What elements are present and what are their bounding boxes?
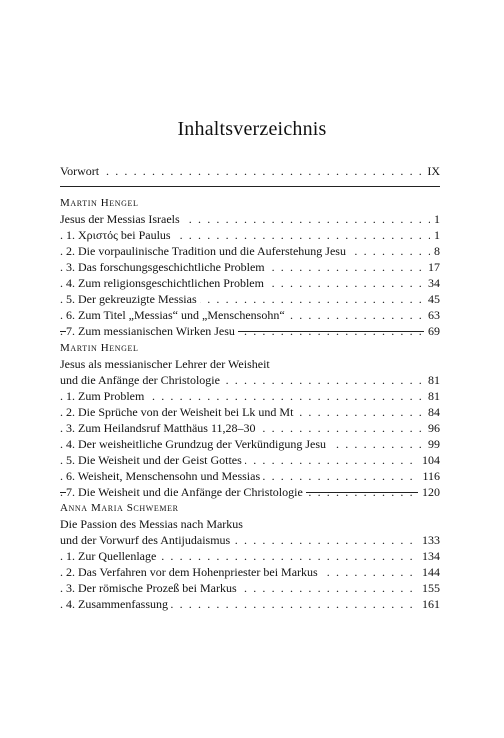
toc-section — [60, 195, 440, 339]
entry-page: 45 — [424, 291, 440, 307]
entry-page: 81 — [424, 372, 440, 388]
toc-entry — [60, 548, 440, 564]
entry-label: und die Anfänge der Christologie — [60, 373, 223, 387]
toc-entry — [60, 372, 440, 388]
toc-entry — [60, 452, 440, 468]
entry-label: 1. Zur Quellenlage — [66, 549, 159, 563]
entry-page: 99 — [424, 436, 440, 452]
entry-page: 144 — [418, 564, 440, 580]
entry-page: IX — [423, 163, 440, 179]
entry-page: 116 — [418, 468, 440, 484]
toc-entry — [60, 307, 440, 323]
entry-label: 7. Zum messianischen Wirken Jesu — [66, 324, 238, 338]
entry-page: 69 — [424, 323, 440, 339]
entry-page: 1 — [430, 211, 440, 227]
entry-label: 1. Χριστός bei Paulus — [66, 228, 174, 242]
author-name: Martin Hengel — [60, 197, 139, 209]
entry-label: 2. Die Sprüche von der Weisheit bei Lk und Mt — [66, 405, 296, 419]
toc-entry — [60, 532, 440, 548]
entry-label: 7. Die Weisheit und die Anfänge der Christologie — [66, 485, 306, 499]
author-name: Martin Hengel — [60, 342, 139, 354]
entry-page: 63 — [424, 307, 440, 323]
entry-label: Jesus der Messias Israels — [60, 212, 183, 226]
divider — [60, 186, 440, 187]
toc-entry — [60, 468, 440, 484]
entry-label: 6. Zum Titel „Messias“ und „Menschensohn“ — [66, 308, 288, 322]
entry-label: 3. Der römische Prozeß bei Markus — [66, 581, 240, 595]
entry-label: 4. Zum religionsgeschichtlichen Problem — [66, 276, 267, 290]
entry-label: Vorwort — [60, 164, 102, 178]
entry-label: 2. Das Verfahren vor dem Hohenpriester bei Markus — [66, 565, 321, 579]
toc-entry — [60, 404, 440, 420]
entry-page: 134 — [418, 548, 440, 564]
toc-entry — [60, 388, 440, 404]
toc-entry — [60, 564, 440, 580]
toc-entry — [60, 163, 440, 179]
entry-label: 6. Weisheit, Menschensohn und Messias — [66, 469, 263, 483]
toc-entry — [60, 211, 440, 227]
entry-label: 3. Zum Heilandsruf Matthäus 11,28–30 — [66, 421, 259, 435]
entry-page: 1 — [430, 227, 440, 243]
entry-label: 4. Der weisheitliche Grundzug der Verkündigung Jesu — [66, 437, 329, 451]
toc-entry — [60, 356, 440, 372]
entry-page: 8 — [430, 243, 440, 259]
entry-label: Die Passion des Messias nach Markus — [60, 517, 246, 531]
toc-entry — [60, 516, 440, 532]
entry-page: 133 — [418, 532, 440, 548]
toc-section — [60, 340, 440, 500]
toc-entry — [60, 227, 440, 243]
entry-page: 84 — [424, 404, 440, 420]
entry-page: 120 — [418, 484, 440, 500]
entry-page: 161 — [418, 596, 440, 612]
entry-label: und der Vorwurf des Antijudaismus — [60, 533, 233, 547]
entry-label: 5. Die Weisheit und der Geist Gottes — [66, 453, 245, 467]
entry-label: 1. Zum Problem — [66, 389, 147, 403]
entry-page: 34 — [424, 275, 440, 291]
author-name: Anna Maria Schwemer — [60, 502, 179, 514]
entry-label: 3. Das forschungsgeschichtliche Problem — [66, 260, 268, 274]
entry-page: 81 — [424, 388, 440, 404]
entry-label: 2. Die vorpaulinische Tradition und die Auferstehung Jesu — [66, 244, 349, 258]
toc-entry — [60, 436, 440, 452]
toc-entry — [60, 580, 440, 596]
toc-vorwort — [60, 163, 440, 179]
entry-page: 96 — [424, 420, 440, 436]
toc-entry — [60, 420, 440, 436]
entry-label: Jesus als messianischer Lehrer der Weisheit — [60, 357, 273, 371]
toc-entry — [60, 596, 440, 612]
entry-label: 5. Der gekreuzigte Messias — [66, 292, 200, 306]
page-title: Inhaltsverzeichnis — [177, 118, 327, 140]
toc-entry — [60, 291, 440, 307]
toc-entry — [60, 275, 440, 291]
toc-entry — [60, 259, 440, 275]
toc-entry — [60, 243, 440, 259]
entry-label: 4. Zusammenfassung — [66, 597, 171, 611]
entry-page: 104 — [418, 452, 440, 468]
entry-page: 155 — [418, 580, 440, 596]
toc-section — [60, 500, 440, 612]
entry-page: 17 — [424, 259, 440, 275]
